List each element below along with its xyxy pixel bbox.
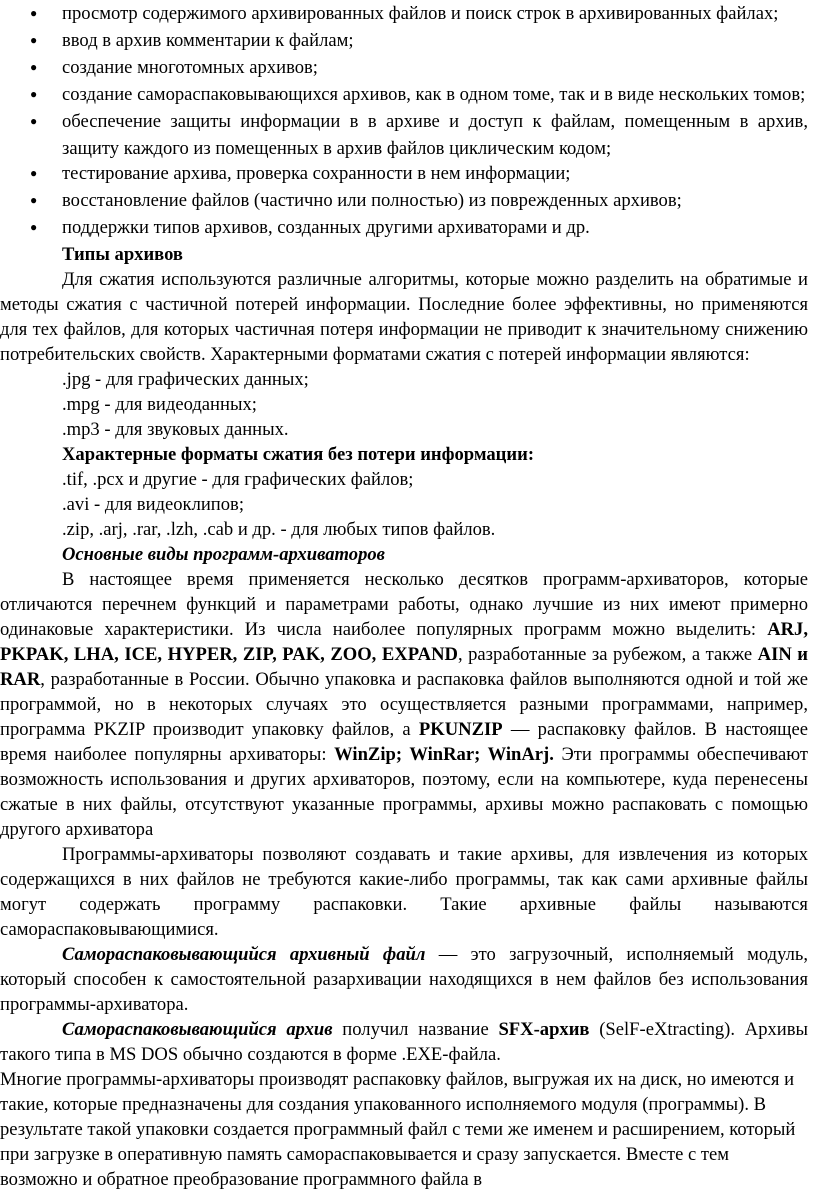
list-item: ●создание самораспаковывающихся архивов, как в одном томе, так и в виде нескольких томов; — [0, 82, 808, 109]
list-item: ●ввод в архив комментарии к файлам; — [0, 28, 808, 55]
heading-lossless-formats: Характерные форматы сжатия без потери информации: — [62, 444, 535, 465]
list-item: ●восстановление файлов (частично или полностью) из поврежденных архивов; — [0, 188, 808, 215]
bullet-icon — [28, 215, 62, 242]
lossless-format-item: .tif, .pcx и другие - для графических файлов; — [62, 469, 414, 490]
bullet-icon — [28, 1, 62, 28]
bullet-icon — [28, 161, 62, 188]
lossless-format-item: .avi - для видеоклипов; — [62, 494, 244, 515]
lossless-format-item: .zip, .arj, .rar, .lzh, .cab и др. - для любых типов файлов. — [62, 519, 496, 540]
list-item: ●обеспечение защиты информации в в архиве и доступ к файлам, помещенным в архив, защиту каждого из помещенных в архив файлов циклическим кодом; — [0, 109, 808, 161]
heading-archive-types: Типы архивов — [62, 244, 183, 265]
paragraph-compression: Для сжатия используются различные алгоритмы, которые можно разделить на обратимые и методы сжатия с частичной потерей информации. Последние более эффективны, но применяются для тех файлов, для которых частичная потеря информации не приводит к значительному снижению потребительских свойств. Характерными форматами сжатия с потерей информации являются: — [0, 269, 808, 365]
bullet-icon — [28, 109, 62, 136]
features-list — [0, 1, 808, 242]
paragraph-unpacking: Многие программы-архиваторы производят распаковку файлов, выгружая их на диск, но имеются и такие, которые предназначены для создания упакованного исполняемого модуля (программы). В результате такой упаковки создается программный файл с теми же именем и расширением, который при загрузке в оперативную память самораспаковывается и сразу запускается. Вместе с тем возможно и обратное преобразование программного файла в — [0, 1069, 796, 1190]
list-item: ●просмотр содержимого архивированных файлов и поиск строк в архивированных файлах; — [0, 1, 808, 28]
list-item: ●создание многотомных архивов; — [0, 55, 808, 82]
paragraph-programs: В настоящее время применяется несколько десятков программ-архиваторов, которые отличаются перечнем функций и параметрами работы, однако лучшие из них имеют примерно одинаковые характеристики. Из числа наиболее популярных программ можно выделить: ARJ, PKPAK, LHA, ICE, HYPER, ZIP, PAK, ZOO, EXPAND, разработанные за рубежом, а также AIN и RAR, разработанные в России. Обычно упаковка и распаковка файлов выполняются одной и той же программой, но в некоторых случаях это осуществляется разными программами, например, программа PKZIP производит упаковку файлов, а PKUNZIP — распаковку файлов. В настоящее время наиболее популярны архиваторы: WinZip; WinRar; WinArj. Эти программы обеспечивают возможность использования и других архиваторов, поэтому, если на компьютере, куда перенесены сжатые в них файлы, отсутствуют указанные программы, архивы можно распаковать с помощью другого архиватора — [0, 569, 808, 840]
paragraph-sfx-file: Самораспаковывающийся архивный файл — это загрузочный, исполняемый модуль, который способен к самостоятельной разархивации находящихся в нем файлов без использования программы-архиватора. — [0, 944, 808, 1015]
bullet-icon — [28, 55, 62, 82]
bullet-icon — [28, 188, 62, 215]
list-item: ●тестирование архива, проверка сохранности в нем информации; — [0, 161, 808, 188]
bullet-icon — [28, 28, 62, 55]
list-item: ●поддержки типов архивов, созданных другими архиваторами и др. — [0, 215, 808, 242]
lossy-format-item: .mpg - для видеоданных; — [62, 394, 257, 415]
heading-archiver-programs: Основные виды программ-архиваторов — [62, 544, 385, 565]
bullet-icon — [28, 82, 62, 109]
lossy-format-item: .mp3 - для звуковых данных. — [62, 419, 289, 440]
lossy-format-item: .jpg - для графических данных; — [62, 369, 309, 390]
paragraph-sfx-archive: Самораспаковывающийся архив получил название SFX-архив (SelF-eXtracting). Архивы такого типа в MS DOS обычно создаются в форме .EXE-файла. — [0, 1019, 809, 1065]
paragraph-sfx-intro: Программы-архиваторы позволяют создавать и такие архивы, для извлечения из которых содержащихся в них файлов не требуются какие-либо программы, так как сами архивные файлы могут содержать программу распаковки. Такие архивные файлы называются самораспаковывающимися. — [0, 844, 808, 940]
